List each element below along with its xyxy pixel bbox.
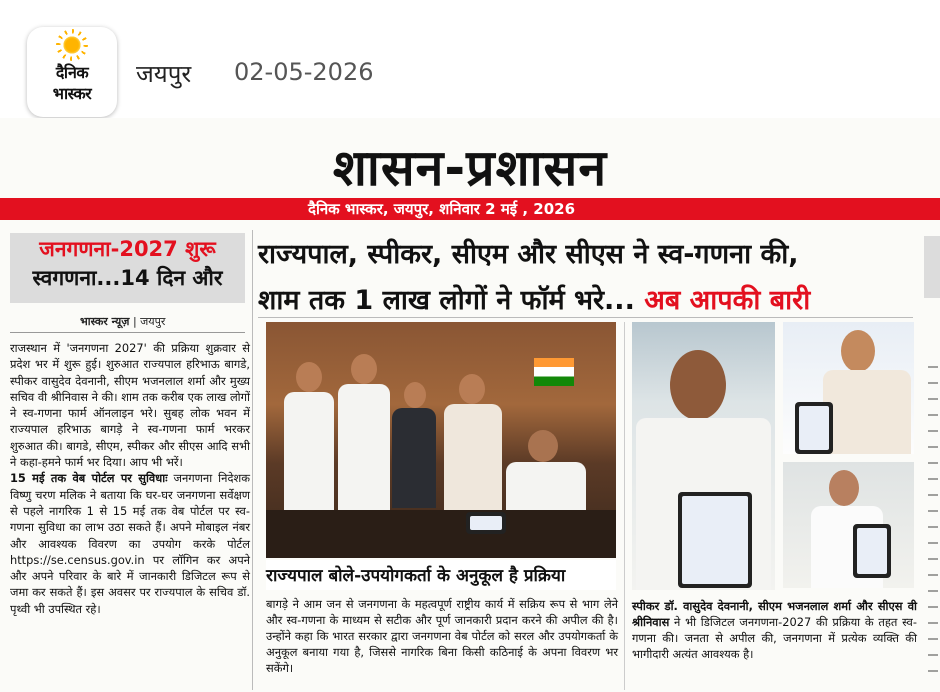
column-divider <box>252 230 253 690</box>
side-photo-caption <box>632 598 917 662</box>
byline-city: | जयपुर <box>132 315 166 328</box>
photo-governor-self-enumeration <box>266 322 616 558</box>
page-masthead: शासन-प्रशासन <box>332 139 608 197</box>
story-body: बागड़े ने आम जन से जनगणना के महत्वपूर्ण राष्ट्रीय कार्य में सक्रिय रूप से भाग लेने और स्व-गणना के माध्यम से सटीक और पूर्ण जानकारी प्रदान करने की अपील की है। उन्होंने कहा कि भारत सरकार द्वारा जनगणना वेब पोर्टल को सरल और उपयोगकर्ता के अनुकूल बनाया गया है, जिससे नागरिक बिना किसी कठिनाई के अपना विवरण भर सकेंगे। <box>266 597 618 675</box>
column-divider <box>624 322 625 690</box>
story-headline-line2 <box>258 280 810 317</box>
photo-speaker <box>632 322 775 590</box>
dainik-bhaskar-logo[interactable] <box>27 27 117 117</box>
dateline: दैनिक भास्कर, जयपुर, शनिवार 2 मई , 2026 <box>308 200 576 218</box>
photo-chief-secretary <box>783 462 914 588</box>
brief-paragraph <box>10 470 250 617</box>
tablet-icon <box>466 512 506 534</box>
brief-column <box>10 228 250 688</box>
kicker-line2: स्वगणना...14 दिन और <box>32 266 223 290</box>
logo-text-line2: भास्कर <box>52 84 92 103</box>
kicker-line1: जनगणना-2027 शुरू <box>39 237 216 261</box>
photo-caption: राज्यपाल बोले-उपयोगकर्ता के अनुकूल है प्रक्रिया <box>266 566 566 586</box>
headline-text: शाम तक 1 लाख लोगों ने फॉर्म भरे... <box>258 285 635 316</box>
brief-paragraph: राजस्थान में 'जनगणना 2027' की प्रक्रिया शुक्रवार से प्रदेश भर में शुरू हुई। शुरुआत राज्यपाल हरिभाऊ बागडे, स्पीकर वासुदेव देवनानी, सीएम भजनलाल शर्मा और मुख्य सचिव वी श्रीनिवास ने की। शाम तक करीब एक लाख लोगों ने स्व-गणना फार्म ऑनलाइन भरे। सुबह लोक भवन में राज्यपाल हरिभाऊ बागड़े ने स्व-गणना फार्म भरकर शुरुआत की। बागडे, सीएम, स्पीकर और सीएस आदि सभी ने कहा-हमने फार्म भर दिया। आप भी भरें। <box>10 341 250 470</box>
byline <box>80 314 165 329</box>
brief-paragraph-text: जनगणना निदेशक विष्णु चरण मलिक ने बताया कि घर-घर जनगणना सर्वेक्षण से पहले नागरिक 1 से 15 मई तक वेब पोर्टल पर स्व-गणना सुविधा का लाभ उठा सकते हैं। अपने मोबाइल नंबर और आवश्यक विवरण का उपयोग करके पोर्टल https://se.census.gov.in पर लॉगिन कर अपने और अपने परिवार के बारे में जानकारी डिजिटल रूप से जमा कर सकते हैं। इस अवसर पर राज्यपाल के सचिव डॉ. पृथ्वी भी उपस्थित रहे। <box>10 471 250 616</box>
logo-text-line1: दैनिक <box>55 63 89 82</box>
newspaper-clipping <box>0 118 940 692</box>
flag-icon <box>534 358 574 386</box>
story-headline-line1: राज्यपाल, स्पीकर, सीएम और सीएस ने स्व-गणना की, <box>258 239 799 270</box>
sun-icon <box>62 35 82 55</box>
brief-subhead: 15 मई तक वेब पोर्टल पर सुविधाः <box>10 471 168 486</box>
tablet-icon <box>853 524 891 578</box>
app-header <box>0 0 940 118</box>
brief-body <box>10 340 250 617</box>
byline-source: भास्कर न्यूज़ <box>80 315 130 328</box>
tablet-icon <box>678 492 752 588</box>
edition-date: 02-05-2026 <box>234 58 374 86</box>
headline-divider <box>258 317 913 318</box>
side-caption-names: स्पीकर डॉ. वासुदेव देवनानी, सीएम भजनलाल शर्मा और सीएस वी श्रीनिवास <box>632 599 917 629</box>
byline-divider <box>10 332 245 333</box>
tablet-icon <box>795 402 833 454</box>
cutoff-adjacent-column <box>924 228 940 692</box>
side-caption-text: ने भी डिजिटल जनगणना-2027 की प्रक्रिया के तहत स्व-गणना की। जनता से अपील की, जनगणना में प्रत्येक व्यक्ति की भागीदारी अत्यंत आवश्यक है। <box>632 615 917 661</box>
edition-city: जयपुर <box>136 60 192 88</box>
headline-highlight: अब आपकी बारी <box>644 285 811 316</box>
photo-chief-minister <box>783 322 914 454</box>
